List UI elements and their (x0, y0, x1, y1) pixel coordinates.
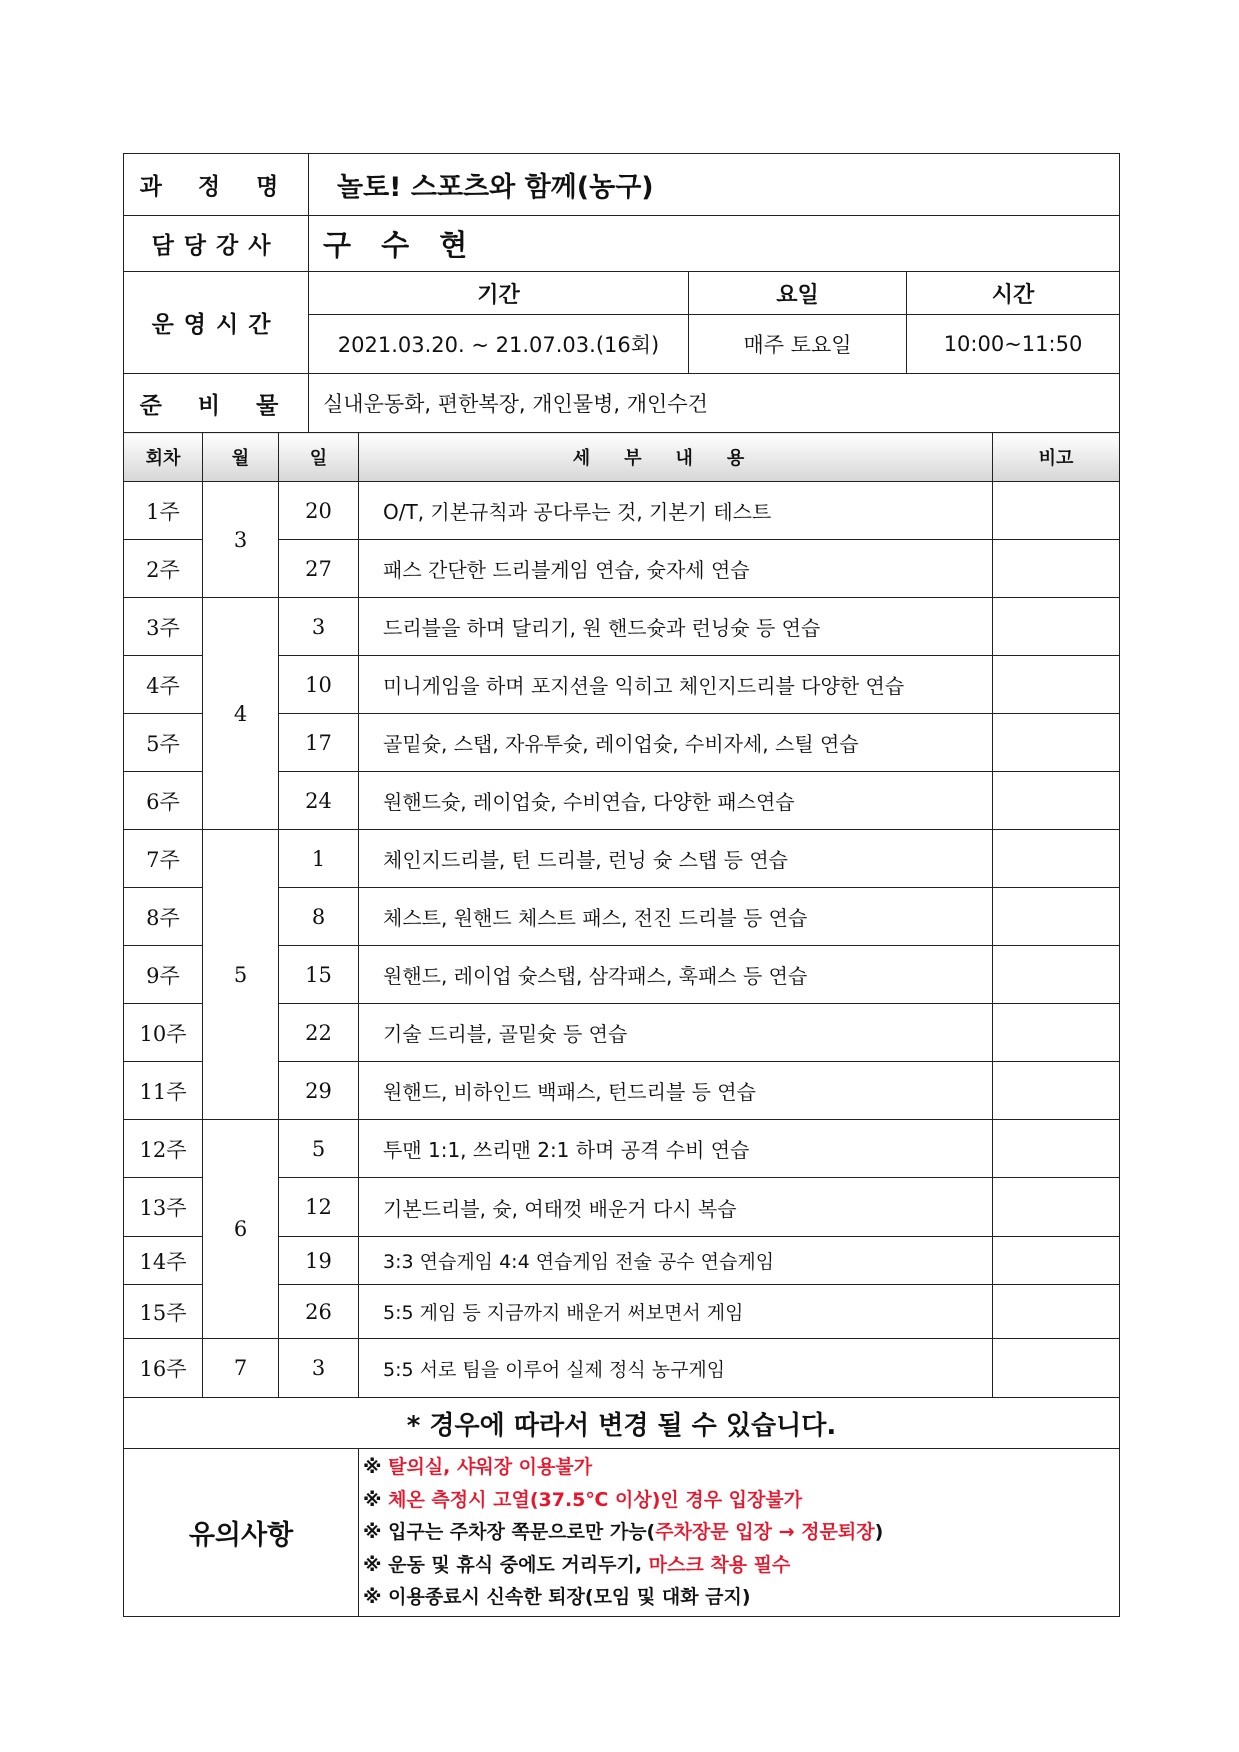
day-cell: 3 (279, 598, 359, 656)
detail-cell: 체인지드리블, 턴 드리블, 런닝 슛 스탭 등 연습 (359, 830, 993, 888)
note-cell (993, 946, 1120, 1004)
notice-row (124, 1398, 1120, 1449)
detail-cell: 골밑슛, 스탭, 자유투슛, 레이업슛, 수비자세, 스틸 연습 (359, 714, 993, 772)
caution-text: 탈의실, 샤워장 이용불가 (388, 1456, 593, 1478)
course-label: 과 정 명 (124, 154, 309, 216)
day-cell: 12 (279, 1178, 359, 1237)
month-cell: 3 (203, 482, 279, 598)
session-cell: 3주 (124, 598, 203, 656)
detail-cell: 체스트, 원핸드 체스트 패스, 전진 드리블 등 연습 (359, 888, 993, 946)
caution-text: 이용종료시 신속한 퇴장(모임 및 대화 금지) (388, 1586, 751, 1608)
detail-cell: 드리블을 하며 달리기, 원 핸드슛과 런닝슛 등 연습 (359, 598, 993, 656)
detail-cell: 원핸드, 레이업 슛스탭, 삼각패스, 훅패스 등 연습 (359, 946, 993, 1004)
note-cell (993, 1237, 1120, 1285)
course-info-table (123, 153, 1120, 433)
session-cell: 9주 (124, 946, 203, 1004)
reference-mark: ※ (363, 1553, 382, 1576)
caution-label: 유의사항 (124, 1449, 359, 1617)
supplies-label: 준 비 물 (124, 374, 309, 433)
caution-highlight: 주차장문 입장 → 정문퇴장 (655, 1521, 875, 1543)
caution-text: 운동 및 휴식 중에도 거리두기, (388, 1553, 649, 1576)
session-cell: 8주 (124, 888, 203, 946)
detail-cell: 원핸드, 비하인드 백패스, 턴드리블 등 연습 (359, 1062, 993, 1120)
note-cell (993, 1120, 1120, 1178)
day-cell: 8 (279, 888, 359, 946)
note-column-header: 비고 (993, 433, 1120, 482)
note-cell (993, 772, 1120, 830)
reference-mark: ※ (363, 1488, 382, 1511)
detail-cell: 5:5 서로 팀을 이루어 실제 정식 농구게임 (359, 1339, 993, 1398)
note-cell (993, 888, 1120, 946)
supplies-row (124, 374, 1120, 433)
month-cell: 6 (203, 1120, 279, 1339)
table-row (124, 830, 1120, 888)
caution-highlight: 마스크 착용 필수 (648, 1553, 791, 1576)
caution-text: ) (874, 1521, 884, 1543)
detail-cell: 5:5 게임 등 지금까지 배운거 써보면서 게임 (359, 1285, 993, 1339)
month-cell: 7 (203, 1339, 279, 1398)
caution-item (363, 1451, 1115, 1484)
course-sheet (123, 153, 1119, 1617)
caution-item (363, 1581, 1115, 1614)
teacher-label: 담당강사 (124, 216, 309, 272)
session-cell: 12주 (124, 1120, 203, 1178)
note-cell (993, 1285, 1120, 1339)
period-value: 2021.03.20. ~ 21.07.03.(16회) (309, 315, 689, 374)
caution-text: 체온 측정시 고열(37.5℃ 이상)인 경우 입장불가 (388, 1488, 803, 1511)
detail-cell: O/T, 기본규칙과 공다루는 것, 기본기 테스트 (359, 482, 993, 540)
table-row (124, 1339, 1120, 1398)
detail-cell: 투맨 1:1, 쓰리맨 2:1 하며 공격 수비 연습 (359, 1120, 993, 1178)
note-cell (993, 714, 1120, 772)
reference-mark: ※ (363, 1521, 382, 1543)
table-row (124, 482, 1120, 540)
course-row (124, 154, 1120, 216)
note-cell (993, 482, 1120, 540)
session-cell: 6주 (124, 772, 203, 830)
day-cell: 26 (279, 1285, 359, 1339)
day-cell: 5 (279, 1120, 359, 1178)
month-column-header: 월 (203, 433, 279, 482)
note-cell (993, 1339, 1120, 1398)
reference-mark: ※ (363, 1456, 382, 1478)
detail-cell: 원핸드슛, 레이업슛, 수비연습, 다양한 패스연습 (359, 772, 993, 830)
session-cell: 1주 (124, 482, 203, 540)
caution-item (363, 1516, 1115, 1549)
note-cell (993, 598, 1120, 656)
session-cell: 16주 (124, 1339, 203, 1398)
day-cell: 15 (279, 946, 359, 1004)
time-value: 10:00~11:50 (907, 315, 1120, 374)
time-header: 시간 (907, 272, 1120, 315)
detail-cell: 기술 드리블, 골밑슛 등 연습 (359, 1004, 993, 1062)
schedule-table (123, 432, 1120, 1617)
reference-mark: ※ (363, 1586, 382, 1608)
schedule-label: 운영시간 (124, 272, 309, 374)
day-cell: 20 (279, 482, 359, 540)
period-header: 기간 (309, 272, 689, 315)
detail-cell: 미니게임을 하며 포지션을 익히고 체인지드리블 다양한 연습 (359, 656, 993, 714)
day-column-header: 일 (279, 433, 359, 482)
day-cell: 24 (279, 772, 359, 830)
caution-item (363, 1484, 1115, 1517)
session-cell: 10주 (124, 1004, 203, 1062)
detail-cell: 기본드리블, 슛, 여태껏 배운거 다시 복습 (359, 1178, 993, 1237)
month-cell: 4 (203, 598, 279, 830)
session-cell: 15주 (124, 1285, 203, 1339)
note-cell (993, 1004, 1120, 1062)
teacher-name: 구 수 현 (309, 216, 1120, 272)
note-cell (993, 540, 1120, 598)
caution-item (363, 1549, 1115, 1582)
session-cell: 4주 (124, 656, 203, 714)
session-column-header: 회차 (124, 433, 203, 482)
session-cell: 2주 (124, 540, 203, 598)
session-cell: 7주 (124, 830, 203, 888)
session-cell: 13주 (124, 1178, 203, 1237)
table-row (124, 598, 1120, 656)
supplies-value: 실내운동화, 편한복장, 개인물병, 개인수건 (309, 374, 1120, 433)
session-cell: 5주 (124, 714, 203, 772)
schedule-header-row (124, 433, 1120, 482)
note-cell (993, 830, 1120, 888)
teacher-row (124, 216, 1120, 272)
table-row (124, 1120, 1120, 1178)
day-cell: 22 (279, 1004, 359, 1062)
note-cell (993, 1178, 1120, 1237)
caution-row (124, 1449, 1120, 1617)
day-cell: 29 (279, 1062, 359, 1120)
day-cell: 27 (279, 540, 359, 598)
day-header: 요일 (689, 272, 907, 315)
session-cell: 11주 (124, 1062, 203, 1120)
day-value: 매주 토요일 (689, 315, 907, 374)
note-cell (993, 656, 1120, 714)
day-cell: 17 (279, 714, 359, 772)
note-cell (993, 1062, 1120, 1120)
day-cell: 3 (279, 1339, 359, 1398)
course-title: 놀토! 스포츠와 함께(농구) (309, 154, 1120, 216)
caution-text: 입구는 주차장 쪽문으로만 가능( (388, 1521, 656, 1543)
caution-list (359, 1449, 1120, 1617)
detail-cell: 3:3 연습게임 4:4 연습게임 전술 공수 연습게임 (359, 1237, 993, 1285)
change-notice: * 경우에 따라서 변경 될 수 있습니다. (124, 1398, 1120, 1449)
session-cell: 14주 (124, 1237, 203, 1285)
detail-column-header: 세부내용 (359, 433, 993, 482)
day-cell: 19 (279, 1237, 359, 1285)
schedule-header-row (124, 272, 1120, 315)
month-cell: 5 (203, 830, 279, 1120)
detail-cell: 패스 간단한 드리블게임 연습, 슛자세 연습 (359, 540, 993, 598)
day-cell: 10 (279, 656, 359, 714)
day-cell: 1 (279, 830, 359, 888)
